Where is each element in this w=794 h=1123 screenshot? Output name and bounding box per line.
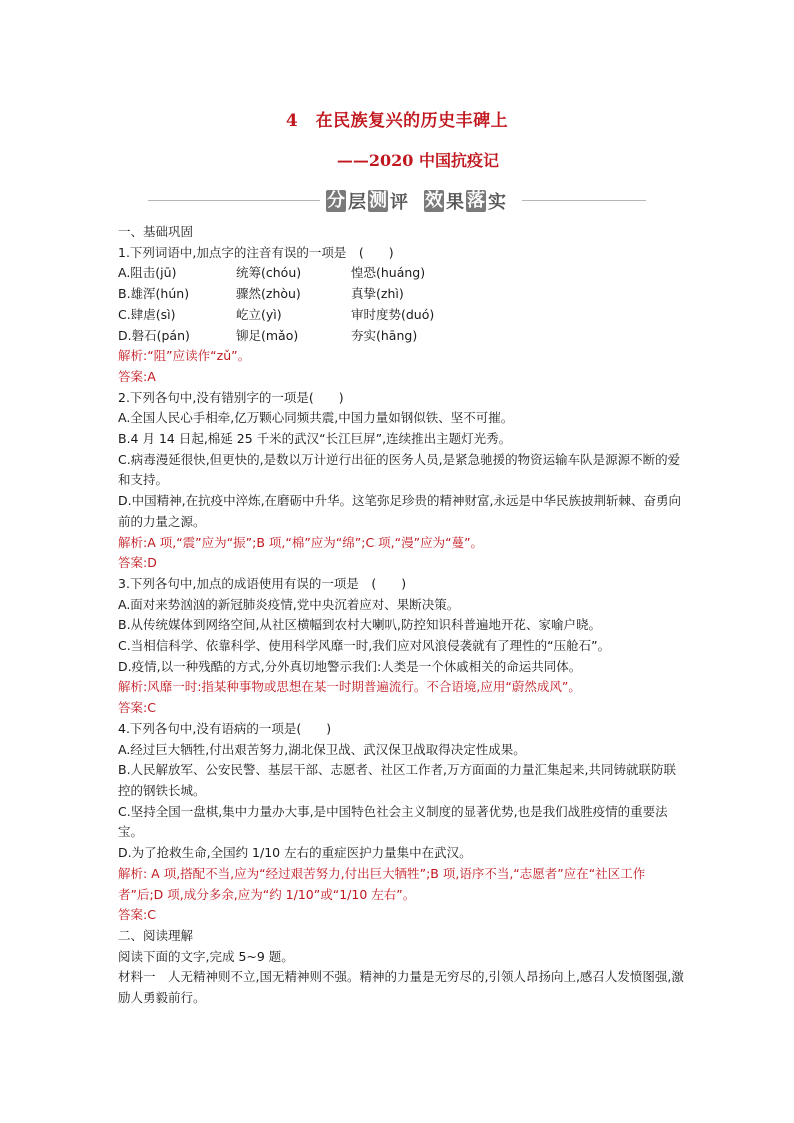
question-stem: 1.下列词语中,加点字的注音有误的一项是 ( )	[118, 244, 394, 260]
question-stem: 2.下列各句中,没有错别字的一项是( )	[118, 389, 344, 405]
banner-char: 评	[390, 192, 408, 213]
option-row	[118, 305, 688, 326]
exercise-content	[118, 222, 688, 1009]
banner-char: 实	[488, 192, 506, 213]
answer-text: 答案:A	[118, 368, 156, 384]
analysis-text: 解析:A 项,“震”应为“振”;B 项,“棉”应为“绵”;C 项,“漫”应为“蔓”。	[118, 534, 484, 550]
question-stem: 4.下列各句中,没有语病的一项是( )	[118, 720, 332, 736]
lesson-title: 4 在民族复兴的历史丰碑上	[285, 111, 509, 131]
banner-char: 测	[369, 190, 387, 211]
option-text: A.经过巨大牺牲,付出艰苦努力,湖北保卫战、武汉保卫战取得决定性成果。	[118, 741, 526, 757]
banner-words	[325, 186, 507, 216]
section-heading: 二、阅读理解	[118, 927, 194, 943]
option-cell: 屹立(yì)	[236, 306, 282, 322]
analysis-text: 解析:风靡一时:指某种事物或思想在某一时期普遍流行。不合语境,应用“蔚然成风”。	[118, 679, 581, 695]
answer-text: 答案:C	[118, 700, 156, 716]
option-text: A.全国人民心手相牵,亿万颗心同频共震,中国力量如钢似铁、坚不可摧。	[118, 410, 514, 426]
banner-char: 分	[327, 190, 345, 211]
option-text: D.中国精神,在抗疫中淬炼,在磨砺中升华。这笔弥足珍贵的精神财富,永远是中华民族披荆斩棘、奋勇向前的力量之源。	[118, 493, 682, 529]
option-text: D.疫情,以一种残酷的方式,分外真切地警示我们:人类是一个休戚相关的命运共同体。	[118, 658, 582, 674]
section-heading: 一、基础巩固	[118, 224, 194, 239]
option-text: A.面对来势汹汹的新冠肺炎疫情,党中央沉着应对、果断决策。	[118, 596, 460, 612]
answer-text: 答案:C	[118, 907, 156, 923]
banner-char: 层	[348, 192, 366, 213]
banner-divider-left	[148, 200, 320, 201]
answer-text: 答案:D	[118, 555, 157, 571]
option-text: B.人民解放军、公安民警、基层干部、志愿者、社区工作者,万方面面的力量汇集起来,共同铸就联防联控的钢铁长城。	[118, 762, 676, 798]
option-row	[118, 263, 688, 284]
option-cell: 惶恐(huáng)	[351, 265, 426, 281]
option-cell: 骤然(zhòu)	[236, 286, 301, 302]
analysis-text: 解析:“阻”应读作“zǔ”。	[118, 348, 251, 364]
option-cell: D.磐石(pán)	[118, 327, 190, 343]
option-text: B.4 月 14 日起,棉延 25 千米的武汉“长江巨屏”,连续推出主题灯光秀。	[118, 431, 512, 447]
banner-char: 落	[467, 190, 485, 211]
option-cell: C.肆虐(sì)	[118, 306, 176, 322]
option-row	[118, 284, 688, 305]
option-cell: 统筹(chóu)	[236, 265, 302, 281]
option-text: D.为了抢救生命,全国约 1/10 左右的重症医护力量集中在武汉。	[118, 845, 472, 861]
section-banner	[148, 186, 646, 216]
option-cell: 审时度势(duó)	[351, 306, 435, 322]
lesson-subtitle: ——2020 中国抗疫记	[336, 151, 499, 170]
analysis-text: 解析: A 项,搭配不当,应为“经过艰苦努力,付出巨大牺牲”;B 项,语序不当,“志愿者”应在“社区工作者”后;D 项,成分多余,应为“约 1/10”或“1/10 左右”。	[118, 865, 646, 902]
banner-char: 效	[425, 190, 443, 211]
option-row	[118, 326, 688, 347]
option-text: C.病毒漫延很快,但更快的,是数以万计逆行出征的医务人员,是紧急驰援的物资运输车队是源源不断的爱和支持。	[118, 451, 681, 488]
option-text: B.从传统媒体到网络空间,从社区横幅到农村大喇叭,防控知识科普遍地开花、家喻户晓。	[118, 617, 601, 633]
reading-intro: 阅读下面的文字,完成 5~9 题。	[118, 948, 294, 964]
option-cell: 铆足(mǎo)	[236, 327, 299, 343]
banner-divider-right	[522, 200, 646, 201]
option-cell: B.雄浑(hún)	[118, 286, 190, 302]
option-cell: 真挚(zhì)	[351, 286, 404, 302]
option-cell: A.阻击(jū)	[118, 265, 177, 281]
option-text: C.坚持全国一盘棋,集中力量办大事,是中国特色社会主义制度的显著优势,也是我们战胜疫情的重要法宝。	[118, 803, 668, 840]
question-stem: 3.下列各句中,加点的成语使用有误的一项是 ( )	[118, 575, 407, 591]
material-paragraph: 材料一 人无精神则不立,国无精神则不强。精神的力量是无穷尽的,引领人昂扬向上,感召人发愤图强,激励人勇毅前行。	[118, 969, 684, 1006]
option-cell: 夯实(hāng)	[351, 327, 418, 343]
option-text: C.当相信科学、依靠科学、使用科学风靡一时,我们应对风浪侵袭就有了理性的“压舱石”。	[118, 638, 611, 654]
banner-char: 果	[446, 192, 464, 213]
